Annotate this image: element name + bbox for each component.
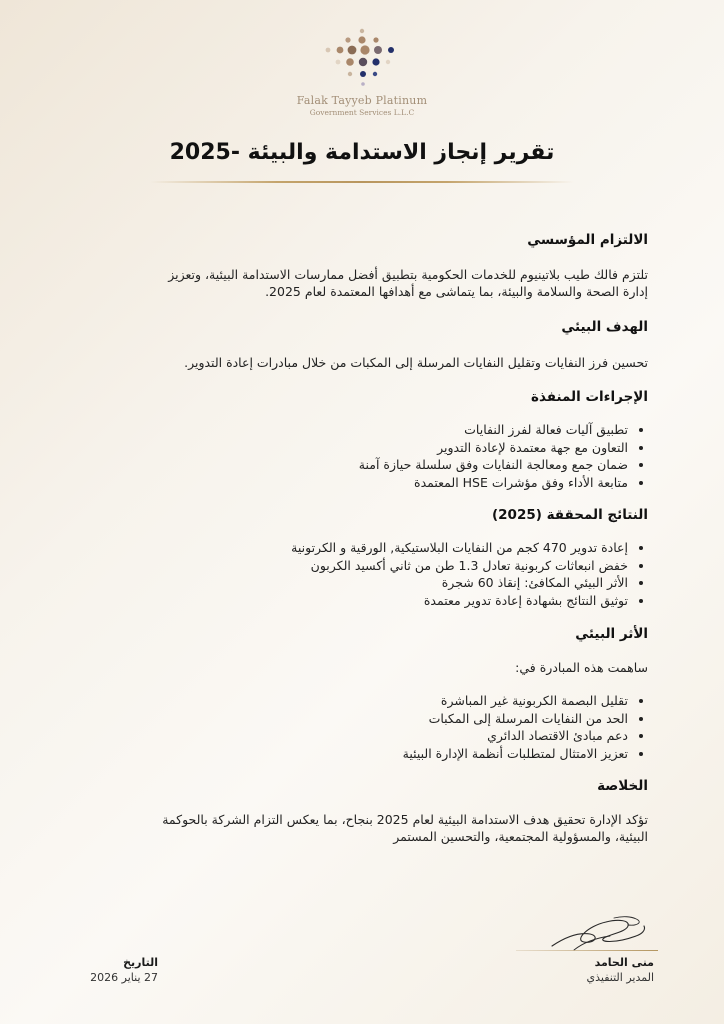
list-item: متابعة الأداء وفق مؤشرات HSE المعتمدة [76,474,628,492]
commitment-line-1: تلتزم فالك طيب بلاتينيوم للخدمات الحكومية بتطبيق أفضل ممارسات الاستدامة البيئية، وتعزيز [168,267,648,282]
actions-list [76,421,648,491]
report-body [76,232,648,845]
list-item: تطبيق آليات فعالة لفرز النفايات [76,421,628,439]
commitment-line-2: إدارة الصحة والسلامة والبيئة، بما يتماشى مع أهدافها المعتمدة لعام 2025. [265,284,648,299]
list-item: الأثر البيئي المكافئ: إنقاذ 60 شجرة [76,574,628,592]
impact-list [76,692,648,762]
report-title: تقرير إنجاز الاستدامة والبيئة -2025 [169,140,555,165]
list-item: إعادة تدوير 470 كجم من النفايات البلاستيكية, الورقية و الكرتونية [76,539,628,557]
list-item: توثيق النتائج بشهادة إعادة تدوير معتمدة [76,592,628,610]
list-item: التعاون مع جهة معتمدة لإعادة التدوير [76,439,628,457]
signature-line [516,950,658,951]
section-heading-impact: الأثر البيئي [575,626,648,642]
section-heading-goal: الهدف البيئي [561,319,648,335]
date-value: 27 يناير 2026 [90,971,158,984]
impact-intro: ساهمت هذه المبادرة في: [515,660,648,675]
company-subtitle: Government Services L.L.C [309,108,415,117]
section-heading-results: النتائج المحققة (2025) [491,507,648,523]
goal-line-1: تحسين فرز النفايات وتقليل النفايات المرسلة إلى المكبات من خلال مبادرات إعادة التدوير. [184,355,648,370]
logo-dots-icon [322,26,402,88]
results-list [76,539,648,609]
title-divider [150,181,574,183]
section-heading-actions: الإجراءات المنفذة [531,389,648,405]
list-item: الحد من النفايات المرسلة إلى المكبات [76,710,628,728]
list-item: ضمان جمع ومعالجة النفايات وفق سلسلة حيازة آمنة [76,456,628,474]
list-item: تعزيز الامتثال لمتطلبات أنظمة الإدارة البيئية [76,745,628,763]
section-heading-commitment: الالتزام المؤسسي [527,232,648,248]
handwritten-signature-icon [544,912,654,954]
signatory-role: المدير التنفيذي [586,971,654,984]
conclusion-line-1: تؤكد الإدارة تحقيق هدف الاستدامة البيئية لعام 2025 بنجاح، بما يعكس التزام الشركة بالحوكمة [162,812,648,827]
list-item: دعم مبادئ الاقتصاد الدائري [76,727,628,745]
company-logo [0,26,724,117]
company-name: Falak Tayyeb Platinum [296,94,428,107]
signatory-name: منى الحامد [594,956,654,969]
list-item: خفض انبعاثات كربونية تعادل 1.3 طن من ثاني أكسيد الكربون [76,557,628,575]
signature-mark [504,912,654,958]
section-heading-conclusion: الخلاصة [597,778,648,794]
list-item: تقليل البصمة الكربونية غير المباشرة [76,692,628,710]
conclusion-line-2: البيئية، والمسؤولية المجتمعية، والتحسين المستمر [393,829,648,844]
date-label: التاريخ [123,956,158,969]
